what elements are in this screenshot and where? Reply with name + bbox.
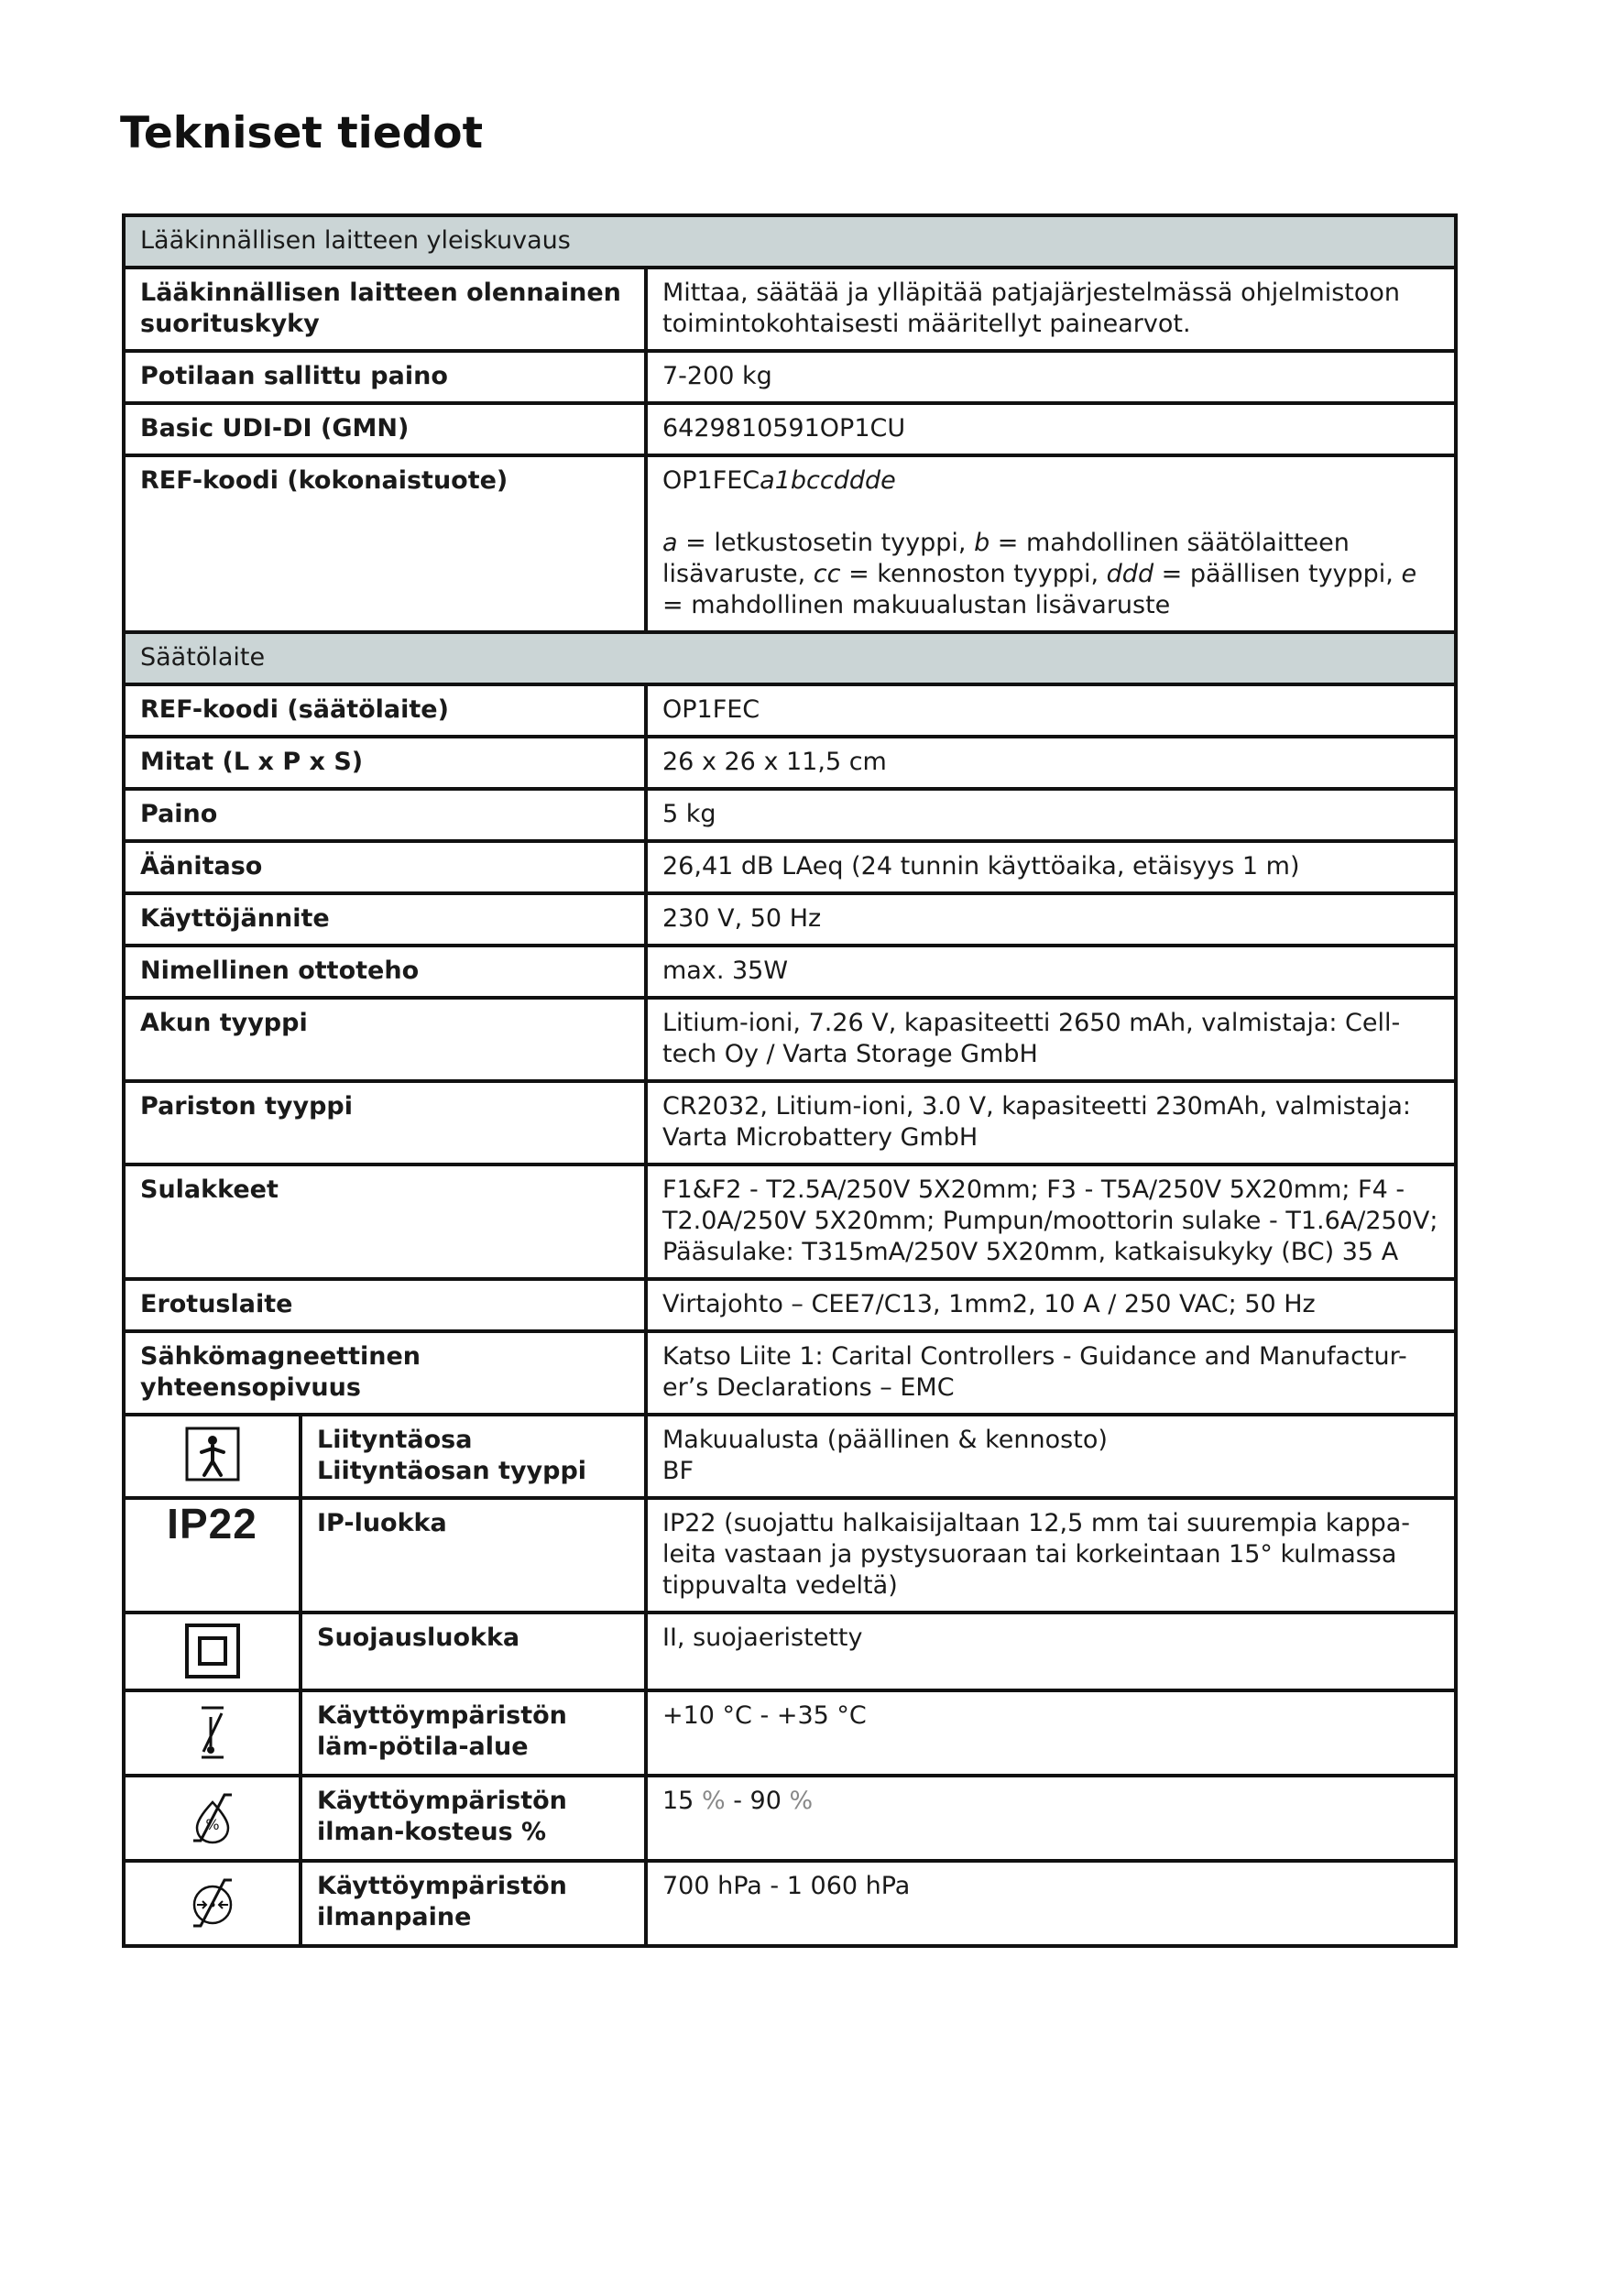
applied-part-value-2: BF — [662, 1457, 694, 1485]
row-value: CR2032, Litium-ioni, 3.0 V, kapasiteetti 230mAh, valmistaja: Varta Microbattery GmbH — [646, 1081, 1456, 1164]
symbol-row — [124, 1690, 1456, 1776]
row-label: Pariston tyyppi — [124, 1081, 646, 1164]
ip22-icon: IP22 — [167, 1500, 257, 1547]
humidity-range: - 90 — [725, 1787, 790, 1815]
row-value: Mittaa, säätää ja ylläpitää patjajärjestelmässä ohjelmistoon toimintokohtaisesti määritellyt painearvot. — [646, 268, 1456, 351]
legend-key: e — [1401, 560, 1417, 588]
row-label: Äänitaso — [124, 841, 646, 893]
row-value: max. 35W — [646, 946, 1456, 998]
row-value: Katso Liite 1: Carital Controllers - Guidance and Manufactur-er’s Declarations – EMC — [646, 1331, 1456, 1415]
row-label: Erotuslaite — [124, 1279, 646, 1331]
legend-key: b — [974, 529, 990, 557]
legend-text: = mahdollinen säätölaitteen lisävaruste, — [662, 529, 1350, 588]
section-header-general: Lääkinnällisen laitteen yleiskuvaus — [124, 215, 1456, 268]
row-value: 5 kg — [646, 789, 1456, 841]
table-row — [124, 1279, 1456, 1331]
temperature-value: +10 °C - +35 °C — [646, 1690, 1456, 1776]
humidity-label: Käyttöympäristön ilman-kosteus % — [301, 1776, 646, 1861]
applied-part-icon-cell — [124, 1415, 301, 1498]
table-row — [124, 268, 1456, 351]
table-row — [124, 789, 1456, 841]
protection-icon-cell — [124, 1613, 301, 1690]
row-label: REF-koodi (säätölaite) — [124, 684, 646, 737]
class-ii-icon — [184, 1623, 241, 1679]
row-label: Basic UDI-DI (GMN) — [124, 403, 646, 455]
applied-part-value-1: Makuualusta (päällinen & kennosto) — [662, 1426, 1108, 1454]
applied-part-label-2: Liityntäosan tyyppi — [317, 1457, 587, 1485]
applied-part-label-1: Liityntäosa — [317, 1426, 473, 1454]
table-row — [124, 998, 1456, 1081]
row-label: Akun tyyppi — [124, 998, 646, 1081]
table-row — [124, 351, 1456, 403]
protection-label: Suojausluokka — [301, 1613, 646, 1690]
table-row — [124, 737, 1456, 789]
temperature-label: Käyttöympäristön läm-pötila-alue — [301, 1690, 646, 1776]
humidity-limit-icon — [180, 1786, 245, 1850]
row-value: Litium-ioni, 7.26 V, kapasiteetti 2650 mAh, valmistaja: Cell-tech Oy / Varta Storage GmbH — [646, 998, 1456, 1081]
row-label: Nimellinen ottoteho — [124, 946, 646, 998]
ip-label: IP-luokka — [301, 1498, 646, 1613]
table-row — [124, 403, 1456, 455]
row-label: Lääkinnällisen laitteen olennainen suorituskyky — [124, 268, 646, 351]
ref-code-value — [646, 455, 1456, 632]
section-header-row — [124, 215, 1456, 268]
ip-icon-cell — [124, 1498, 301, 1613]
table-row — [124, 1081, 1456, 1164]
ref-code-label: REF-koodi (kokonaistuote) — [124, 455, 646, 632]
section-header-row — [124, 632, 1456, 684]
type-bf-applied-part-icon — [183, 1425, 242, 1483]
page-title: Tekniset tiedot — [120, 108, 484, 159]
technical-data-table — [122, 213, 1458, 1948]
row-value: 26 x 26 x 11,5 cm — [646, 737, 1456, 789]
row-value: OP1FEC — [646, 684, 1456, 737]
symbol-row — [124, 1613, 1456, 1690]
legend-text: = letkustosetin tyyppi, — [677, 529, 975, 557]
legend-key: a — [662, 529, 678, 557]
symbol-row — [124, 1415, 1456, 1498]
legend-text: = mahdollinen makuualustan lisävaruste — [662, 591, 1171, 619]
table-row — [124, 1331, 1456, 1415]
applied-part-value — [646, 1415, 1456, 1498]
row-value: 6429810591OP1CU — [646, 403, 1456, 455]
table-row — [124, 841, 1456, 893]
ref-code-plain: OP1FEC — [662, 466, 760, 495]
protection-value: II, suojaeristetty — [646, 1613, 1456, 1690]
table-row — [124, 893, 1456, 946]
row-value: Virtajohto – CEE7/C13, 1mm2, 10 A / 250 VAC; 50 Hz — [646, 1279, 1456, 1331]
table-row — [124, 455, 1456, 632]
legend-text: = päällisen tyyppi, — [1153, 560, 1402, 588]
humidity-icon-cell — [124, 1776, 301, 1861]
pressure-icon-cell — [124, 1861, 301, 1946]
legend-text: = kennoston tyyppi, — [840, 560, 1107, 588]
legend-key: ddd — [1106, 560, 1154, 588]
legend-key: cc — [813, 560, 841, 588]
percent-sign: % — [701, 1787, 726, 1815]
pressure-label: Käyttöympäristön ilmanpaine — [301, 1861, 646, 1946]
table-row — [124, 1164, 1456, 1279]
row-label: Sähkömagneettinen yhteensopivuus — [124, 1331, 646, 1415]
row-value: 26,41 dB LAeq (24 tunnin käyttöaika, etäisyys 1 m) — [646, 841, 1456, 893]
row-label: Mitat (L x P x S) — [124, 737, 646, 789]
svg-text:%: % — [204, 1816, 220, 1833]
section-header-controller: Säätölaite — [124, 632, 1456, 684]
row-value: 7-200 kg — [646, 351, 1456, 403]
table-row — [124, 946, 1456, 998]
humidity-min: 15 — [662, 1787, 694, 1815]
row-label: Sulakkeet — [124, 1164, 646, 1279]
row-value: 230 V, 50 Hz — [646, 893, 1456, 946]
symbol-row — [124, 1498, 1456, 1613]
percent-sign: % — [789, 1787, 814, 1815]
temperature-icon-cell — [124, 1690, 301, 1776]
symbol-row — [124, 1776, 1456, 1861]
pressure-limit-icon — [180, 1871, 245, 1935]
applied-part-label — [301, 1415, 646, 1498]
ref-code-variable: a1bccddde — [760, 466, 896, 495]
table-row — [124, 684, 1456, 737]
row-label: Paino — [124, 789, 646, 841]
temperature-limit-icon — [187, 1700, 238, 1765]
row-label: Potilaan sallittu paino — [124, 351, 646, 403]
humidity-value — [646, 1776, 1456, 1861]
pressure-value: 700 hPa - 1 060 hPa — [646, 1861, 1456, 1946]
row-value: F1&F2 - T2.5A/250V 5X20mm; F3 - T5A/250V 5X20mm; F4 - T2.0A/250V 5X20mm; Pumpun/moottorin sulake - T1.6A/250V; Pääsulake: T315mA/250V 5X20mm, katkaisukyky (BC) 35 A — [646, 1164, 1456, 1279]
row-label: Käyttöjännite — [124, 893, 646, 946]
symbol-row — [124, 1861, 1456, 1946]
ip-value: IP22 (suojattu halkaisijaltaan 12,5 mm tai suurempia kappa-leita vastaan ja pystysuoraan tai korkeintaan 15° kulmassa tippuvalta vedeltä) — [646, 1498, 1456, 1613]
